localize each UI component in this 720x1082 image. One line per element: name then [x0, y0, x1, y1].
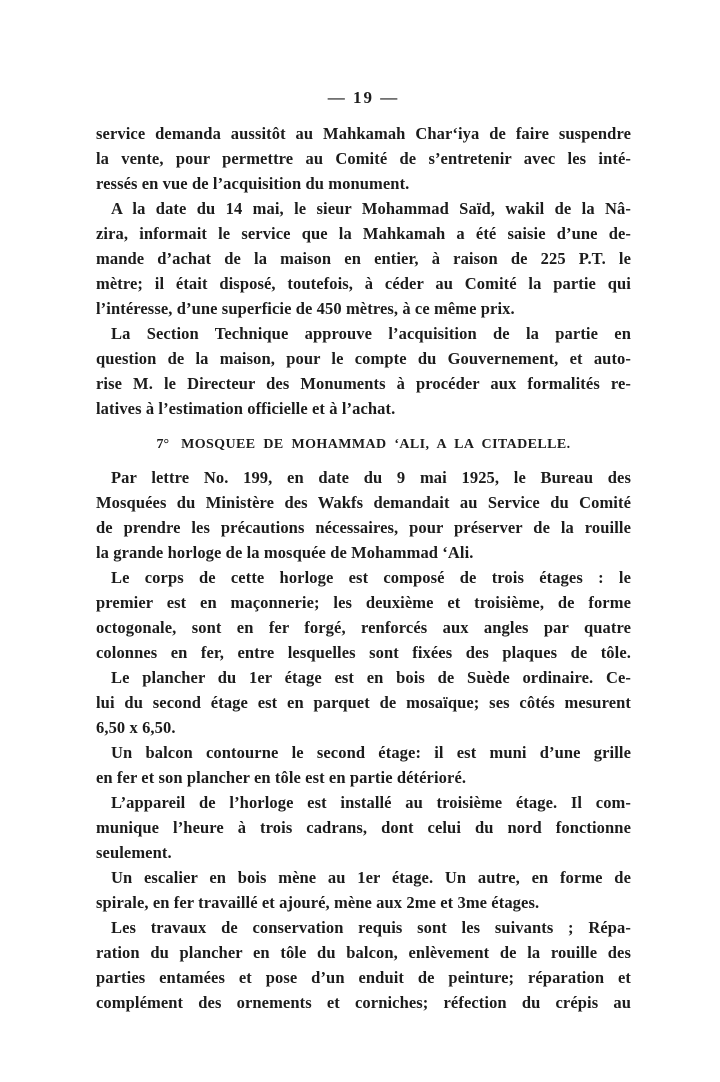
- text-line: munique l’heure à trois cadrans, dont celui du nord fonctionne: [96, 818, 631, 837]
- text-line: Un escalier en bois mène au 1er étage. Un autre, en forme de: [111, 868, 631, 887]
- paragraph: [96, 196, 631, 321]
- text-line: la vente, pour permettre au Comité de s’entretenir avec les inté-: [96, 149, 631, 168]
- page-body: [96, 121, 631, 1015]
- text-line: octogonale, sont en fer forgé, renforcés aux angles par quatre: [96, 618, 631, 637]
- text-line: premier est en maçonnerie; les deuxième et troisième, de forme: [96, 593, 631, 612]
- section-heading-title: MOSQUEE DE MOHAMMAD ‘ALI, A LA CITADELLE.: [181, 437, 571, 452]
- text-line: 6,50 x 6,50.: [96, 718, 176, 737]
- section-heading-number: 7°: [156, 437, 170, 452]
- paragraph: [96, 915, 631, 1015]
- paragraph: [96, 865, 631, 915]
- text-line: L’appareil de l’horloge est installé au troisième étage. Il com-: [111, 793, 631, 812]
- text-line: A la date du 14 mai, le sieur Mohammad Saïd, wakil de la Nâ-: [111, 199, 631, 218]
- text-line: de prendre les précautions nécessaires, pour préserver de la rouille: [96, 518, 631, 537]
- text-line: service demanda aussitôt au Mahkamah Char‘iya de faire suspendre: [96, 124, 631, 143]
- text-line: Le corps de cette horloge est composé de trois étages : le: [111, 568, 631, 587]
- paragraph: [96, 740, 631, 790]
- text-line: mande d’achat de la maison en entier, à raison de 225 P.T. le: [96, 249, 631, 268]
- text-line: lui du second étage est en parquet de mosaïque; ses côtés mesurent: [96, 693, 631, 712]
- paragraph: [96, 565, 631, 665]
- text-line: Les travaux de conservation requis sont les suivants ; Répa-: [111, 918, 631, 937]
- text-line: La Section Technique approuve l’acquisition de la partie en: [111, 324, 631, 343]
- text-line: Mosquées du Ministère des Wakfs demandait au Service du Comité: [96, 493, 631, 512]
- text-line: parties entamées et pose d’un enduit de peinture; réparation et: [96, 968, 631, 987]
- paragraph: [96, 321, 631, 421]
- text-line: latives à l’estimation officielle et à l’achat.: [96, 399, 396, 418]
- paragraph: [96, 665, 631, 740]
- paragraph: [96, 121, 631, 196]
- text-line: la grande horloge de la mosquée de Mohammad ‘Ali.: [96, 543, 474, 562]
- text-line: ressés en vue de l’acquisition du monument.: [96, 174, 410, 193]
- text-line: colonnes en fer, entre lesquelles sont fixées des plaques de tôle.: [96, 643, 631, 662]
- text-line: seulement.: [96, 843, 172, 862]
- text-line: rise M. le Directeur des Monuments à procéder aux formalités re-: [96, 374, 631, 393]
- text-line: zira, informait le service que la Mahkamah a été saisie d’une de-: [96, 224, 631, 243]
- text-line: ration du plancher en tôle du balcon, enlèvement de la rouille des: [96, 943, 631, 962]
- text-line: Par lettre No. 199, en date du 9 mai 1925, le Bureau des: [111, 468, 631, 487]
- paragraph: [96, 465, 631, 565]
- text-line: Le plancher du 1er étage est en bois de Suède ordinaire. Ce-: [111, 668, 631, 687]
- paragraph: [96, 790, 631, 865]
- text-line: question de la maison, pour le compte du Gouvernement, et auto-: [96, 349, 631, 368]
- section-heading: [96, 434, 631, 456]
- text-line: en fer et son plancher en tôle est en partie détérioré.: [96, 768, 467, 787]
- page-number: — 19 —: [327, 88, 400, 107]
- text-line: mètre; il était disposé, toutefois, à céder au Comité la partie qui: [96, 274, 631, 293]
- text-line: Un balcon contourne le second étage: il est muni d’une grille: [111, 743, 631, 762]
- text-line: l’intéresse, d’une superficie de 450 mètres, à ce même prix.: [96, 299, 515, 318]
- text-line: spirale, en fer travaillé et ajouré, mène aux 2me et 3me étages.: [96, 893, 540, 912]
- text-line: complément des ornements et corniches; réfection du crépis au: [96, 993, 631, 1012]
